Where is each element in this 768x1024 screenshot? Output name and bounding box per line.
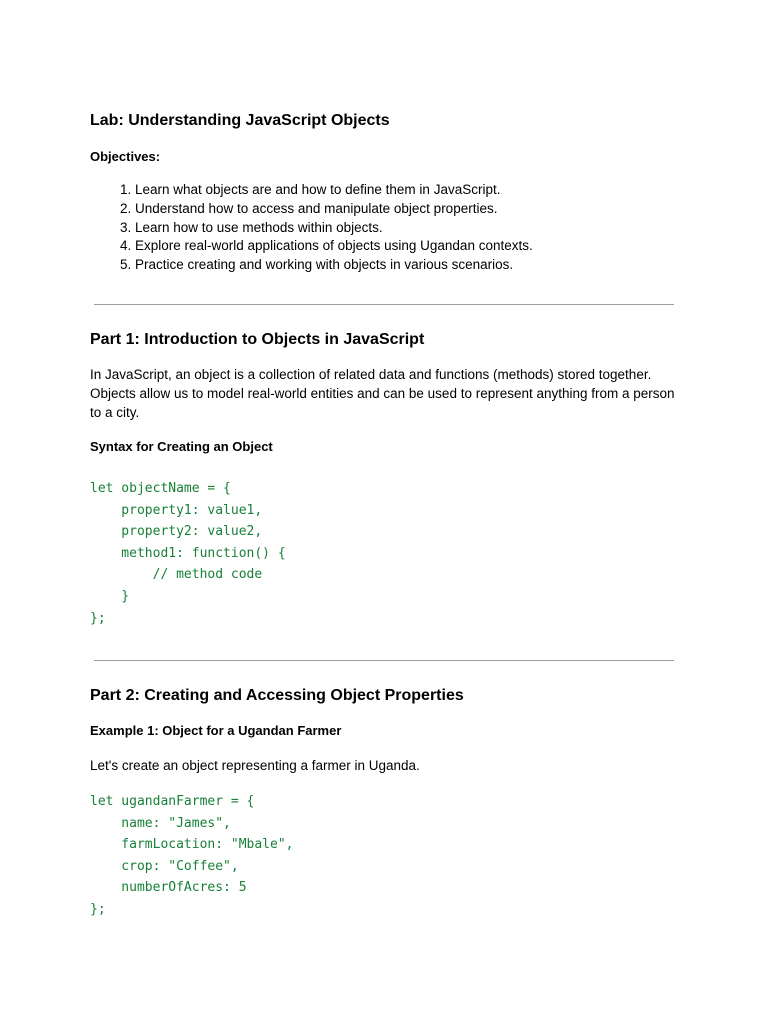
part1-heading: Part 1: Introduction to Objects in JavaScript <box>90 331 425 348</box>
objectives-list <box>90 181 735 275</box>
syntax-code-block: let objectName = { property1: value1, property2: value2, method1: function() { // method code } }; <box>90 481 286 626</box>
document-title: Lab: Understanding JavaScript Objects <box>90 112 390 129</box>
farmer-code-block: let ugandanFarmer = { name: "James", farmLocation: "Mbale", crop: "Coffee", numberOfAcres: 5 }; <box>90 794 294 917</box>
part2-heading: Part 2: Creating and Accessing Object Properties <box>90 687 464 704</box>
objective-item: 5. Practice creating and working with objects in various scenarios. <box>135 256 735 275</box>
example1-intro: Let's create an object representing a farmer in Uganda. <box>90 758 420 773</box>
objectives-heading: Objectives: <box>90 149 161 164</box>
example1-heading: Example 1: Object for a Ugandan Farmer <box>90 723 342 738</box>
part1-paragraph: In JavaScript, an object is a collection of related data and functions (methods) stored together. Objects allow us to model real-world entities and can be used to represent anything from a person to a city. <box>90 367 675 420</box>
section-divider <box>94 660 674 661</box>
objective-item: 1. Learn what objects are and how to define them in JavaScript. <box>135 181 735 200</box>
objective-item: 2. Understand how to access and manipulate object properties. <box>135 200 735 219</box>
objective-item: 4. Explore real-world applications of objects using Ugandan contexts. <box>135 237 735 256</box>
syntax-heading: Syntax for Creating an Object <box>90 439 273 454</box>
objective-item: 3. Learn how to use methods within objects. <box>135 219 735 238</box>
section-divider <box>94 304 674 305</box>
